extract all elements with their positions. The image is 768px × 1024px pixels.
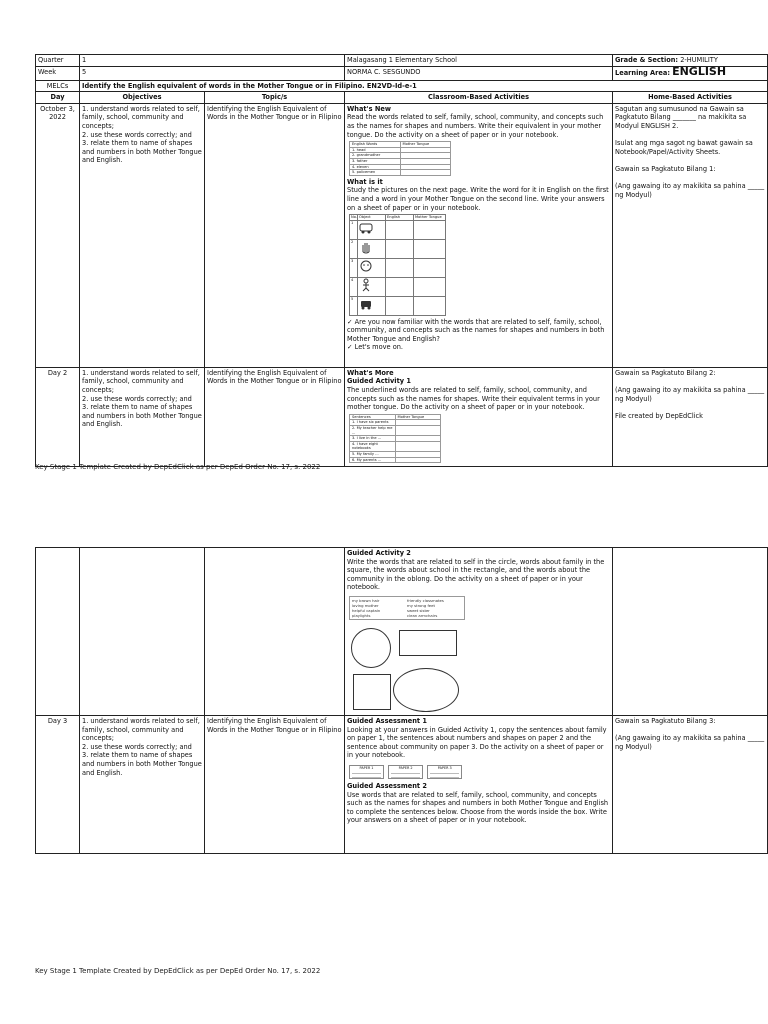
circle-shape [351,628,391,668]
day3-topic: Identifying the English Equivalent of Words in the Mother Tongue or in Filipino [205,716,345,854]
day1-topic: Identifying the English Equivalent of Words in the Mother Tongue or in Filipino [205,103,345,367]
table-row-day1 [36,103,768,367]
day2-classroom: What's More Guided Activity 1 The underlined words are related to self, family, school, community, and concepts such as the names for shapes. Write their equivalent terms in your mother tongue. Do the activity on a sheet of paper or in your notebook. Sentences Mother Tongue 1. I have six parents 2. My teacher help me ... 3. I live in the ... 4. I have eight notebooks 5. My family ... 6. My parents ... [345,367,613,466]
lesson-plan-page-2 [35,547,767,854]
school-bus-icon [359,221,373,235]
day3-home: Gawain sa Pagkatuto Bilang 3: (Ang gawaing ito ay makikita sa pahina _____ ng Modyul) [613,716,768,854]
paper-1: PAPER 1 [349,765,384,779]
school-name: Malagasang 1 Elementary School [345,55,613,67]
oblong-shape [393,668,459,712]
papers-row [349,763,610,779]
day1-date: October 3, 2022 [36,103,80,367]
closing-question: ✓ Are you now familiar with the words that are related to self, family, school, community, and concepts such as the names for shapes and numbers in both Mother Tongue and English? [347,317,605,343]
square-shape [353,674,391,710]
paper-2: PAPER 2 [388,765,423,779]
table-row-day3 [36,716,768,854]
quarter-label: Quarter [36,55,80,67]
sentences-table: Sentences Mother Tongue 1. I have six parents 2. My teacher help me ... 3. I live in the ... 4. I have eight notebooks 5. My family ... 6. My parents ... [349,414,441,463]
day3-label: Day 3 [36,716,80,854]
melcs-value: Identify the English equivalent of words in the Mother Tongue or in Filipino. EN2VD-Id-e-1 [80,80,768,92]
teacher-name: NORMA C. SESGUNDO [345,66,613,80]
col-topics: Topic/s [205,92,345,104]
grade-section: Grade & Section: 2-HUMILITY [613,55,768,67]
face-icon [359,259,373,273]
week-label: Week [36,66,80,80]
table-row-continued [36,548,768,716]
closing-move-on: ✓ Let's move on. [347,343,404,352]
whats-new-title: What's New [347,104,391,113]
day2-topic: Identifying the English Equivalent of Words in the Mother Tongue or in Filipino [205,367,345,466]
melcs-label: MELCs [36,80,80,92]
quarter-value: 1 [80,55,345,67]
day2-home: Gawain sa Pagkatuto Bilang 2: (Ang gawaing ito ay makikita sa pahina _____ ng Modyul) File created by DepEdClick [613,367,768,466]
ga2-cell [345,548,613,716]
col-objectives: Objectives [80,92,205,104]
word-box: my brown hair friendly classmates loving mother my strong feet helpful captain sweet sister playlights clean armchairs [349,596,465,620]
learning-area: Learning Area: ENGLISH [613,66,768,80]
col-day: Day [36,92,80,104]
paper-3: PAPER 3 [427,765,462,779]
day2-label: Day 2 [36,367,80,466]
shapes-area [347,624,610,710]
guided-activity-2-title: Guided Activity 2 [347,549,411,557]
day3-classroom: Guided Assessment 1 Looking at your answers in Guided Activity 1, copy the sentences about family on paper 1, the sentences about numbers and shapes on paper 2 and the sentence about community on paper 3. Do the activity on a sheet of paper or in your notebook. PAPER 1 PAPER 2 PAPER 3 Guided Assessment 2 Use words that are related to self, family, school, community, and concepts such as the names for shapes and numbers in both Mother Tongue and English to complete the sentences below. Choose from the words inside the box. Write your answers on a sheet of paper or in your notebook. [345,716,613,854]
what-is-it-text: Study the pictures on the next page. Write the word for it in English on the first line and a word in your Mother Tongue on the second line. Write your answers on a sheet of paper or in your notebook. [347,186,609,212]
person-icon [359,278,373,292]
hand-icon [359,240,373,254]
car-icon [359,297,373,311]
footer-page-2: Key Stage 1 Template Created by DepEdClick as per DepEd Order No. 17, s. 2022 [35,967,321,975]
guided-activity-2-text: Write the words that are related to self in the circle, words about family in the square, the words about school in the rectangle, and the words about the community in the oblong. Do the activity on a sheet of paper or in your notebook. [347,557,605,592]
col-home: Home-Based Activities [613,92,768,104]
lesson-plan-table-continued [35,547,768,854]
picture-table: No. Object English Mother Tongue 1 2 3 4 5 [349,214,446,316]
whats-new-text: Read the words related to self, family, school, community, and concepts such as the names for shapes and numbers. Write their equivalent in your mother tongue. Do the activity on a sheet of paper or in your notebook. [347,113,604,139]
day1-classroom [345,103,613,367]
lesson-plan-table [35,54,768,467]
english-words-table: English Words Mother Tongue 1. head 2. grandmother 3. father 4. eleven 5. policemen [349,141,451,176]
day2-objectives: 1. understand words related to self, family, school, community and concepts; 2. use these words correctly; and 3. relate them to name of shapes and numbers in both Mother Tongue and English. [80,367,205,466]
what-is-it-title: What is it [347,177,383,186]
rectangle-shape [399,630,457,656]
day1-home: Sagutan ang sumusunod na Gawain sa Pagkatuto Bilang _______ na makikita sa Modyul ENGLISH 2. Isulat ang mga sagot ng bawat gawain sa Notebook/Papel/Activity Sheets. Gawain sa Pagkatuto Bilang 1: (Ang gawaing ito ay makikita sa pahina _____ ng Modyul) [613,103,768,367]
week-value: 5 [80,66,345,80]
lesson-plan-page-1 [35,54,767,467]
day1-objectives: 1. understand words related to self, family, school, community and concepts; 2. use these words correctly; and 3. relate them to name of shapes and numbers in both Mother Tongue and English. [80,103,205,367]
day3-objectives: 1. understand words related to self, family, school, community and concepts; 2. use these words correctly; and 3. relate them to name of shapes and numbers in both Mother Tongue and English. [80,716,205,854]
table-row-day2 [36,367,768,466]
col-classroom: Classroom-Based Activities [345,92,613,104]
footer-page-1: Key Stage 1 Template Created by DepEdClick as per DepEd Order No. 17, s. 2022 [35,463,321,471]
